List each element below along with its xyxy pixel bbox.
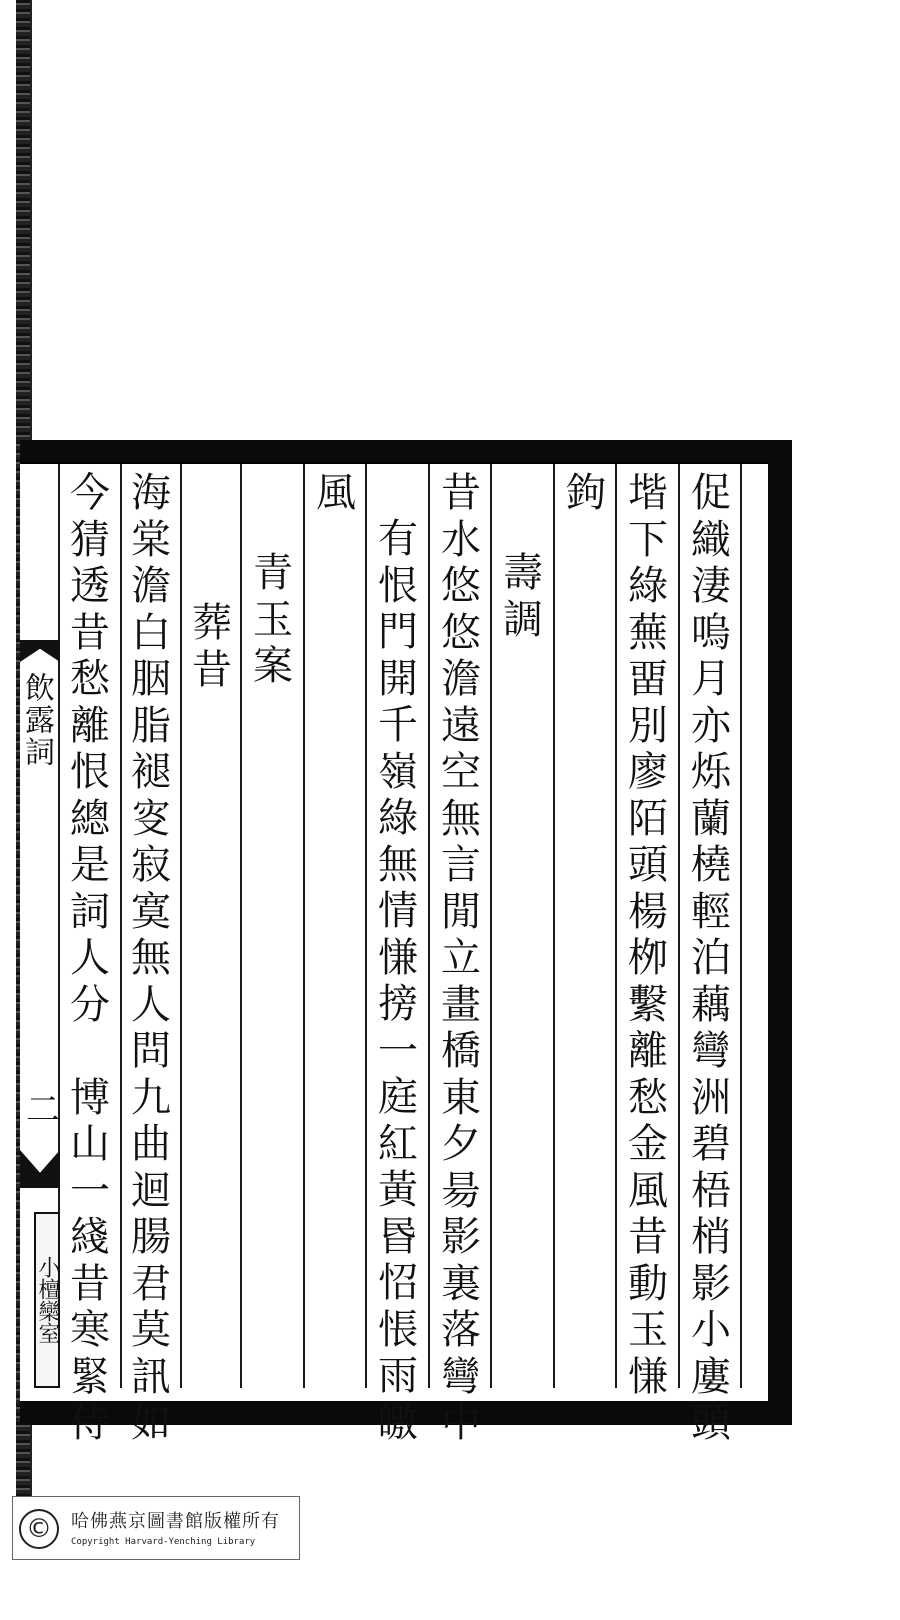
glyph: 畫: [441, 981, 481, 1028]
glyph: 鉤: [566, 470, 606, 516]
copyright-stamp: [12, 1496, 300, 1560]
glyph: 褪: [131, 749, 171, 795]
glyph: 離: [628, 1028, 668, 1074]
text-column-11: [64, 470, 116, 1447]
glyph: 莫: [131, 1307, 171, 1353]
glyph: 愁: [70, 656, 110, 702]
text-column-10: [125, 470, 177, 1447]
text-column-4: [497, 470, 549, 643]
glyph: 水: [441, 516, 481, 563]
glyph: 離: [70, 702, 110, 749]
text-column-9: [186, 470, 238, 693]
glyph: 促: [691, 470, 731, 516]
glyph: 壽: [503, 550, 543, 596]
glyph: 君: [131, 1260, 171, 1307]
glyph: 白: [131, 609, 171, 656]
column-rule: [303, 464, 305, 1388]
glyph: 遠: [441, 702, 481, 749]
glyph: 碧: [691, 1121, 731, 1167]
glyph: 胭: [131, 656, 171, 702]
text-column-3: [560, 470, 612, 517]
glyph: 悠: [441, 563, 481, 609]
copyright-icon: ©: [19, 1509, 59, 1549]
glyph: 緊: [70, 1353, 110, 1400]
text-column-7: [310, 470, 362, 517]
glyph: 東: [441, 1074, 481, 1121]
glyph: 無: [441, 795, 481, 842]
column-rule: [180, 464, 182, 1388]
glyph: 綠: [378, 795, 418, 841]
glyph: 小: [691, 1307, 731, 1353]
glyph: 落: [441, 1307, 481, 1353]
margin-book-title: 飲露詞: [19, 672, 54, 768]
glyph: 梧: [691, 1167, 731, 1214]
glyph: 蘭: [691, 795, 731, 842]
glyph: 山: [70, 1121, 110, 1167]
glyph: 昔: [70, 1260, 110, 1307]
glyph: 影: [441, 1214, 481, 1260]
glyph: 風: [316, 470, 356, 516]
glyph: 嶺: [378, 748, 418, 795]
glyph: 綫: [70, 1214, 110, 1260]
glyph: 楊: [628, 888, 668, 935]
glyph: 彎: [441, 1353, 481, 1400]
glyph: 閒: [441, 888, 481, 935]
column-rule: [740, 464, 742, 1388]
glyph: 九: [131, 1074, 171, 1121]
glyph: 夕: [441, 1121, 481, 1167]
column-rule: [678, 464, 680, 1388]
glyph: 悠: [441, 609, 481, 656]
glyph: 慊: [378, 934, 418, 981]
glyph: 一: [378, 1027, 418, 1074]
glyph: 泊: [691, 935, 731, 981]
glyph: 澹: [441, 656, 481, 702]
glyph: 蕪: [628, 609, 668, 656]
glyph: 今: [70, 470, 110, 516]
text-column-2: [622, 470, 674, 1400]
glyph: 雨: [378, 1353, 418, 1399]
glyph: 梢: [691, 1214, 731, 1260]
glyph: 黃: [378, 1167, 418, 1213]
glyph: 繫: [628, 981, 668, 1028]
glyph: 亦: [691, 702, 731, 749]
glyph: 曲: [131, 1121, 171, 1167]
glyph: 昜: [441, 1167, 481, 1214]
column-rule: [365, 464, 367, 1388]
glyph: 人: [70, 935, 110, 981]
glyph: 言: [441, 842, 481, 888]
column-rule: [490, 464, 492, 1388]
glyph: 寂: [131, 842, 171, 888]
glyph: 慊: [628, 1353, 668, 1400]
glyph: 嗚: [691, 609, 731, 656]
glyph: 昔: [70, 609, 110, 656]
glyph: 金: [628, 1121, 668, 1167]
glyph: 別: [628, 702, 668, 749]
glyph: 一: [70, 1167, 110, 1214]
glyph: 紅: [378, 1120, 418, 1167]
column-rule: [240, 464, 242, 1388]
glyph: 栁: [628, 935, 668, 981]
glyph: 昔: [441, 470, 481, 516]
glyph: 藕: [691, 981, 731, 1028]
margin-page-number: 二: [26, 1090, 60, 1130]
glyph: 烁: [691, 749, 731, 795]
glyph: 澹: [131, 563, 171, 609]
glyph: 淒: [691, 563, 731, 609]
glyph: 葬: [192, 600, 232, 646]
glyph: 昔: [628, 1214, 668, 1260]
glyph: 動: [628, 1260, 668, 1307]
glyph: 海: [131, 470, 171, 516]
studio-name: 小檀欒室: [34, 1212, 60, 1388]
glyph: 開: [378, 655, 418, 702]
glyph: 畱: [628, 656, 668, 702]
glyph: 侍: [70, 1400, 110, 1446]
glyph: 悵: [378, 1306, 418, 1353]
glyph: [67, 1028, 113, 1075]
frame-top-rule: [20, 462, 768, 464]
glyph: 皦: [378, 1399, 418, 1446]
glyph: 綠: [628, 563, 668, 609]
column-rule: [428, 464, 430, 1388]
glyph: 立: [441, 935, 481, 981]
text-column-1: [685, 470, 737, 1447]
glyph: 脂: [131, 702, 171, 749]
glyph: 洲: [691, 1074, 731, 1121]
text-column-6: [372, 470, 424, 1446]
glyph: 人: [131, 981, 171, 1028]
glyph: 橈: [691, 842, 731, 888]
glyph: 有: [378, 516, 418, 562]
glyph: 下: [628, 516, 668, 563]
glyph: 總: [70, 795, 110, 842]
glyph: 陌: [628, 795, 668, 842]
glyph: 博: [70, 1074, 110, 1121]
glyph: 青: [253, 550, 293, 596]
glyph: 案: [253, 643, 293, 689]
glyph: 訊: [131, 1353, 171, 1400]
glyph: 情: [378, 888, 418, 934]
glyph: 空: [441, 749, 481, 795]
glyph: 千: [378, 702, 418, 748]
glyph: 問: [131, 1028, 171, 1074]
glyph: 透: [70, 563, 110, 609]
glyph: 玉: [628, 1307, 668, 1353]
glyph: 堦: [628, 470, 668, 516]
glyph: 無: [131, 935, 171, 981]
glyph: 如: [131, 1400, 171, 1446]
glyph: 頭: [691, 1400, 731, 1446]
glyph: 詞: [70, 888, 110, 935]
glyph: 輕: [691, 888, 731, 935]
glyph: 影: [691, 1260, 731, 1307]
glyph: 搒: [378, 981, 418, 1027]
glyph: 棠: [131, 516, 171, 563]
glyph: 中: [441, 1400, 481, 1446]
glyph: 昔: [192, 646, 232, 693]
glyph: 昬: [378, 1213, 418, 1260]
glyph: 愁: [628, 1074, 668, 1121]
column-rule: [615, 464, 617, 1388]
glyph: 無: [378, 841, 418, 888]
copyright-english: Copyright Harvard-Yenching Library: [71, 1537, 256, 1547]
column-rule: [120, 464, 122, 1388]
glyph: 寒: [70, 1307, 110, 1353]
text-column-8: [247, 470, 299, 690]
glyph: 分: [70, 981, 110, 1028]
glyph: 廖: [628, 749, 668, 795]
glyph: 門: [378, 609, 418, 655]
glyph: 月: [691, 656, 731, 702]
glyph: 恨: [70, 749, 110, 795]
glyph: 猜: [70, 516, 110, 563]
glyph: 風: [628, 1167, 668, 1214]
glyph: 裏: [441, 1260, 481, 1307]
glyph: 頭: [628, 842, 668, 888]
glyph: 橋: [441, 1028, 481, 1074]
glyph: 叜: [131, 795, 171, 842]
glyph: 腸: [131, 1214, 171, 1260]
glyph: 庭: [378, 1074, 418, 1120]
glyph: 調: [503, 596, 543, 643]
glyph: 織: [691, 516, 731, 563]
glyph: 是: [70, 842, 110, 888]
glyph: 廔: [691, 1353, 731, 1400]
column-rule: [553, 464, 555, 1388]
text-column-5: [435, 470, 487, 1447]
glyph: 玉: [253, 596, 293, 643]
copyright-chinese: 哈佛燕京圖書館版權所有: [71, 1511, 280, 1532]
glyph: 恨: [378, 562, 418, 609]
glyph: 彎: [691, 1028, 731, 1074]
glyph: 迴: [131, 1167, 171, 1214]
glyph: 寞: [131, 888, 171, 935]
glyph: 怊: [378, 1260, 418, 1306]
